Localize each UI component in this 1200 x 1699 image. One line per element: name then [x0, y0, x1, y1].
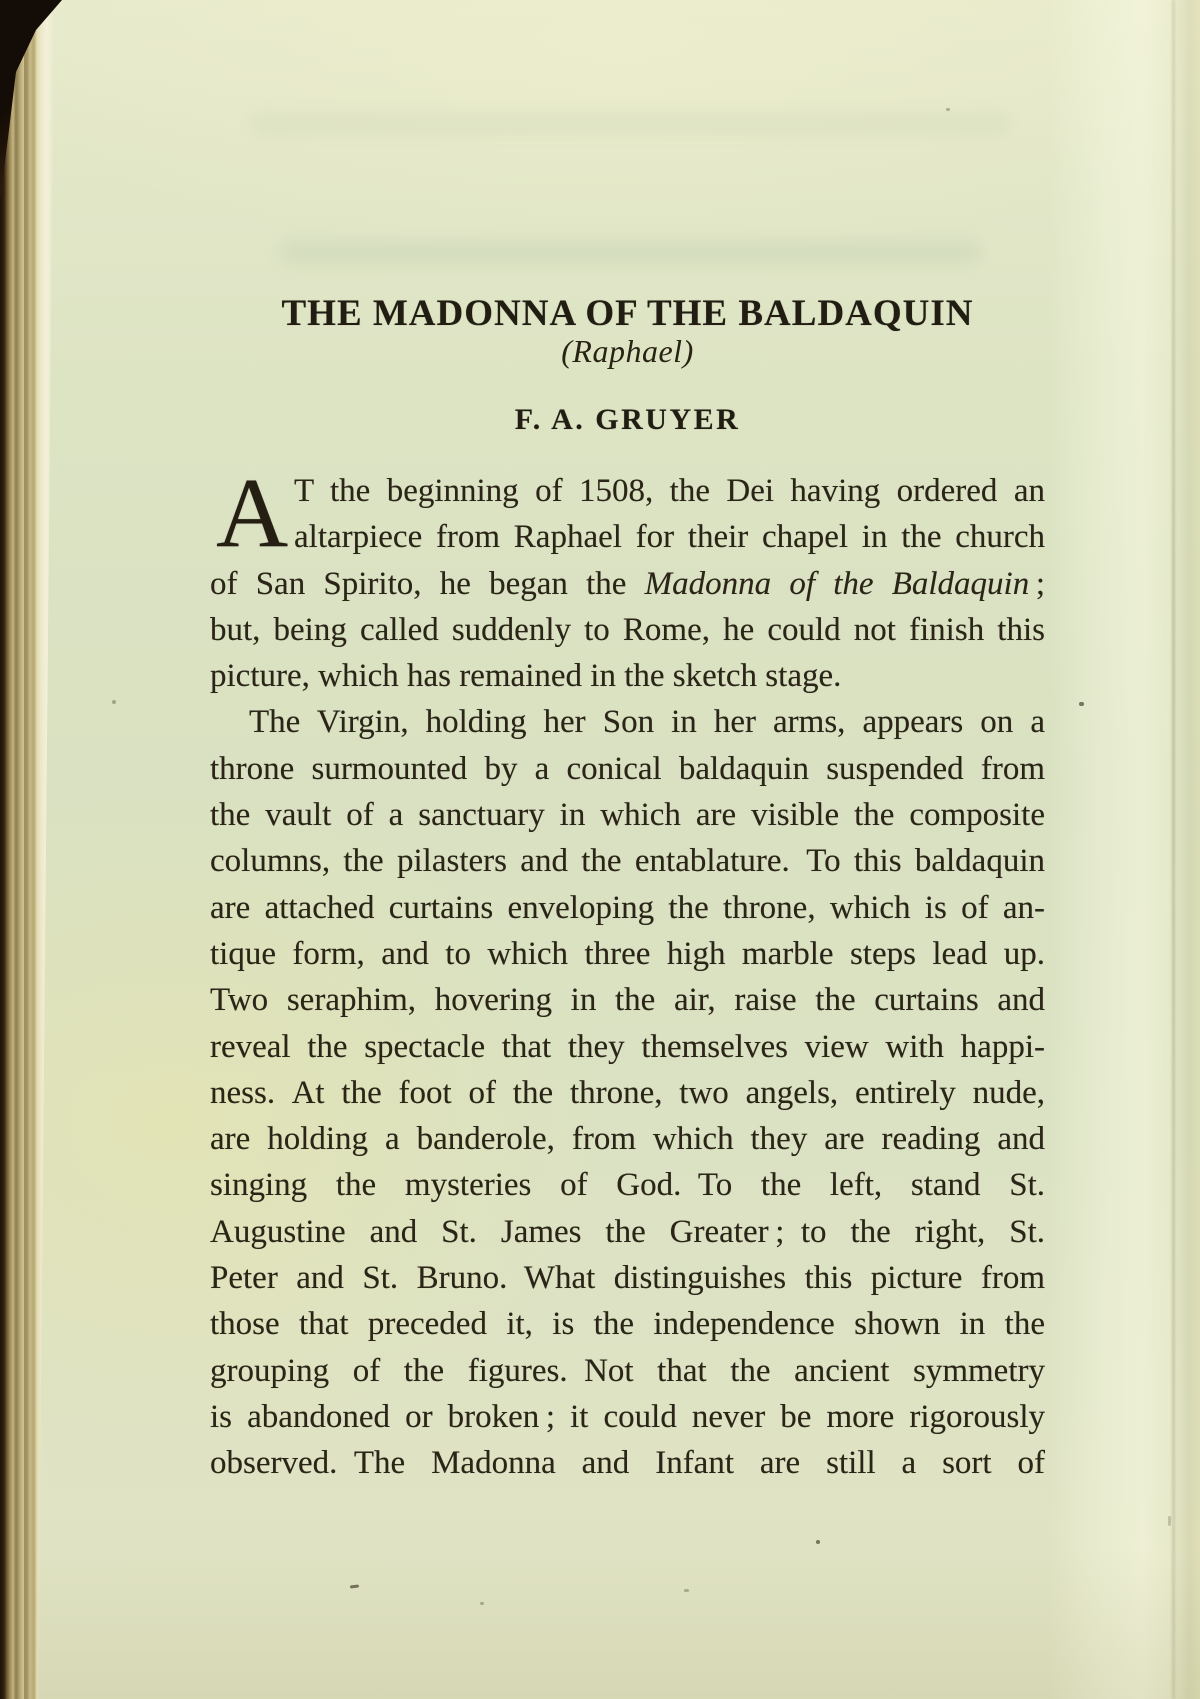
scan-speck — [816, 1540, 820, 1544]
scan-speck — [946, 108, 950, 111]
page-crease-line — [1172, 0, 1175, 1699]
text-line: picture, which has remained in the sketch stage. — [210, 658, 842, 695]
plain-text: ; — [1029, 565, 1046, 602]
text-line: grouping of the figures. Not that the ancient symmetry — [210, 1352, 1045, 1389]
bottom-vignette — [0, 1549, 1200, 1699]
scan-speck — [1168, 1516, 1171, 1526]
paragraph — [210, 699, 1045, 1486]
plain-text: of San Spirito, he began the — [210, 565, 645, 602]
text-line: is abandoned or broken ; it could never be more rigorously — [210, 1398, 1045, 1435]
italic-text: Madonna of the Baldaquin — [644, 565, 1030, 602]
scan-speck — [684, 1589, 689, 1592]
show-through-ghost — [250, 112, 1010, 136]
paragraph — [210, 457, 1046, 699]
text-line: but, being called suddenly to Rome, he could not finish this — [210, 611, 1045, 648]
text-line: are holding a banderole, from which they are reading and — [210, 1121, 1045, 1158]
text-line: ness. At the foot of the throne, two angels, entirely nude, — [210, 1074, 1045, 1111]
page-title: THE MADONNA OF THE BALDAQUIN — [281, 293, 974, 334]
text-line: The Virgin, holding her Son in her arms, appears on a — [249, 704, 1045, 741]
text-line: Peter and St. Bruno. What distinguishes this picture from — [210, 1260, 1045, 1297]
text-line: columns, the pilasters and the entablature. To this baldaquin — [210, 843, 1045, 880]
text-line: T the beginning of 1508, the Dei having ordered an — [294, 473, 1045, 509]
page-subtitle: (Raphael) — [561, 333, 694, 369]
text-line: observed. The Madonna and Infant are still a sort of — [210, 1445, 1045, 1482]
author-name: F. A. GRUYER — [514, 403, 741, 436]
text-line: tique form, and to which three high marble steps lead up. — [210, 935, 1045, 972]
text-line: reveal the spectacle that they themselves view with happi- — [210, 1028, 1045, 1065]
text-line: altarpiece from Raphael for their chapel in the church — [294, 519, 1045, 556]
text-line: are attached curtains enveloping the throne, which is of an- — [210, 889, 1045, 926]
body-text — [210, 457, 1046, 1487]
text-line — [210, 561, 1045, 607]
scan-speck — [480, 1602, 484, 1605]
text-line: Two seraphim, hovering in the air, raise the curtains and — [210, 982, 1045, 1019]
drop-cap: A — [216, 457, 289, 568]
text-line: throne surmounted by a conical baldaquin suspended from — [210, 750, 1045, 787]
text-line: those that preceded it, is the independence shown in the — [210, 1306, 1045, 1343]
text-line: the vault of a sanctuary in which are visible the composite — [210, 797, 1045, 834]
page-curvature-sheen — [1048, 0, 1200, 1699]
text-line: singing the mysteries of God. To the left, stand St. — [210, 1167, 1045, 1204]
show-through-ghost — [280, 240, 980, 264]
scan-speck — [1079, 702, 1084, 706]
text-line: Augustine and St. James the Greater ; to the right, St. — [210, 1213, 1045, 1250]
scan-speck — [112, 700, 116, 704]
book-page-edges — [0, 0, 54, 1699]
